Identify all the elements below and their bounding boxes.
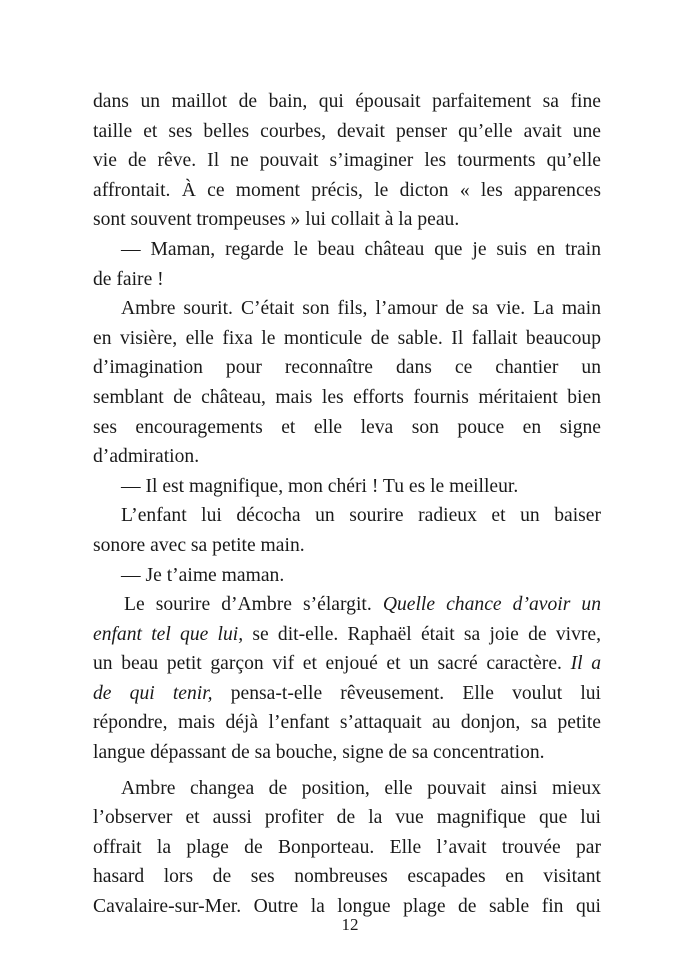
text-line: Ambre changea de position, elle pouvait ainsi mieux bbox=[121, 777, 601, 799]
text-line: semblant de château, mais les efforts fournis méritaient bien bbox=[93, 386, 601, 408]
dialogue-paragraph bbox=[93, 235, 601, 294]
paragraph bbox=[93, 87, 601, 235]
text-line bbox=[93, 679, 601, 709]
italic-text: Il a bbox=[570, 653, 601, 675]
text-segment: se dit-elle. Raphaël était sa joie de vivre, bbox=[243, 623, 601, 645]
text-segment: pensa-t-elle rêveusement. Elle voulut lui bbox=[212, 682, 602, 704]
text-line: Cavalaire-sur-Mer. Outre la longue plage de sable fin qui bbox=[93, 896, 601, 918]
text-line: d’admiration. bbox=[93, 446, 200, 468]
paragraph bbox=[93, 294, 601, 472]
italic-text: Quelle chance d’avoir un bbox=[382, 594, 601, 616]
text-line: dans un maillot de bain, qui épousait parfaitement sa fine bbox=[93, 91, 601, 112]
paragraph bbox=[93, 774, 601, 922]
text-line: — Maman, regarde le beau château que je suis en train bbox=[121, 238, 601, 260]
text-line: ses encouragements et elle leva son pouce en signe bbox=[93, 416, 601, 438]
italic-text: enfant tel que lui, bbox=[93, 623, 244, 645]
text-line: hasard lors de ses nombreuses escapades en visitant bbox=[93, 866, 601, 888]
text-line: en visière, elle fixa le monticule de sable. Il fallait beaucoup bbox=[93, 327, 601, 349]
page-body bbox=[93, 87, 601, 922]
text-line bbox=[93, 649, 601, 679]
text-line: Ambre sourit. C’était son fils, l’amour de sa vie. La main bbox=[121, 298, 601, 320]
text-line: langue dépassant de sa bouche, signe de sa concentration. bbox=[93, 742, 545, 764]
text-line: — Je t’aime maman. bbox=[121, 564, 285, 586]
text-line: de faire ! bbox=[93, 268, 164, 290]
text-line: — Il est magnifique, mon chéri ! Tu es le meilleur. bbox=[121, 475, 519, 497]
text-line: vie de rêve. Il ne pouvait s’imaginer les tourments qu’elle bbox=[93, 150, 601, 172]
paragraph bbox=[93, 501, 601, 560]
text-line: d’imagination pour reconnaître dans ce chantier un bbox=[93, 357, 601, 379]
text-line: L’enfant lui décocha un sourire radieux et un baiser bbox=[121, 505, 601, 527]
text-line: sonore avec sa petite main. bbox=[93, 534, 305, 556]
text-line: répondre, mais déjà l’enfant s’attaquait au donjon, sa petite bbox=[93, 712, 601, 734]
italic-text: de qui tenir, bbox=[93, 682, 213, 704]
text-line: sont souvent trompeuses » lui collait à la peau. bbox=[93, 209, 460, 231]
text-line bbox=[93, 590, 601, 620]
dialogue-paragraph bbox=[93, 472, 601, 502]
text-line: l’observer et aussi profiter de la vue magnifique que lui bbox=[93, 807, 601, 829]
text-line: offrait la plage de Bonporteau. Elle l’avait trouvée par bbox=[93, 836, 601, 858]
text-segment: un beau petit garçon vif et enjoué et un sacré caractère. bbox=[93, 653, 571, 675]
text-line: taille et ses belles courbes, devait penser qu’elle avait une bbox=[93, 120, 601, 142]
text-line: affrontait. À ce moment précis, le dicton « les apparences bbox=[93, 179, 601, 201]
page-number: 12 bbox=[341, 915, 359, 934]
text-segment: Le sourire d’Ambre s’élargit. bbox=[124, 594, 383, 616]
dialogue-paragraph bbox=[93, 561, 601, 591]
paragraph bbox=[93, 590, 601, 768]
text-line bbox=[93, 620, 601, 650]
